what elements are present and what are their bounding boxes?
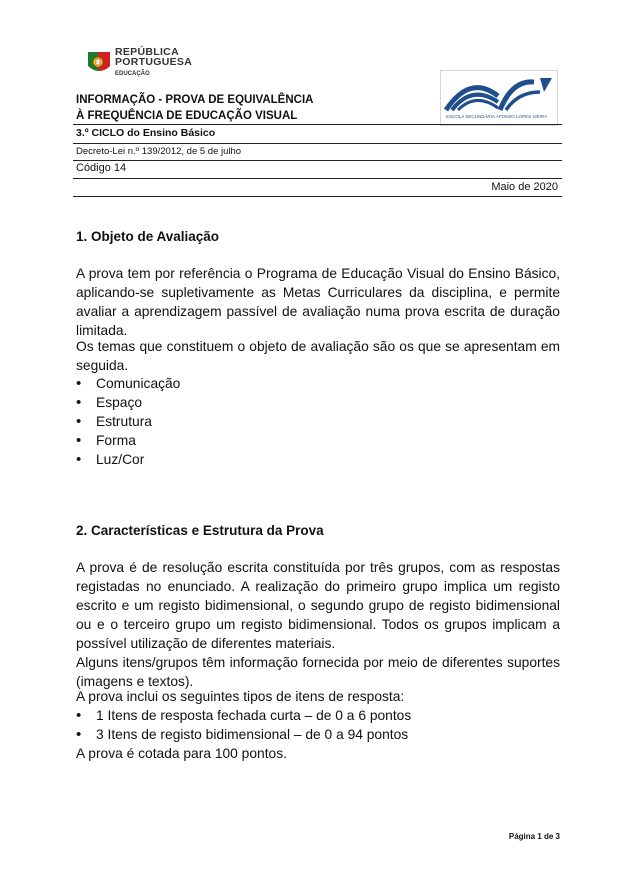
- section1-topic-list: [76, 374, 180, 469]
- school-logo: [440, 70, 558, 126]
- section2-paragraph3: A prova inclui os seguintes tipos de itens de resposta:: [76, 689, 405, 704]
- cycle-label: 3.º CICLO do Ensino Básico: [76, 127, 216, 139]
- section2-paragraph1: A prova é de resolução escrita constituída por três grupos, com as respostas registadas no enunciado. A realização do primeiro grupo implica um registo escrito e um registo bidimensional, o segundo grupo de registo bidimensional ou e o terceiro grupo um registo bidimensional. Todos os grupos implicam a possível utilização de diferentes materiais.: [76, 560, 560, 651]
- school-logo-text: ESCOLA SECUNDÁRIA AFONSO LOPES VIEIRA: [446, 114, 548, 119]
- rule-3: [73, 160, 562, 161]
- section1-heading: 1. Objeto de Avaliação: [76, 229, 220, 244]
- section2-paragraph4: A prova é cotada para 100 pontos.: [76, 746, 287, 761]
- rule-5: [73, 196, 562, 197]
- republic-subtitle: EDUCAÇÃO: [115, 71, 150, 77]
- republic-line1: REPÚBLICA: [115, 46, 179, 58]
- page-number: Página 1 de 3: [508, 832, 560, 841]
- republic-line2: PORTUGUESA: [115, 56, 193, 68]
- rule-2: [73, 143, 562, 144]
- list-item: • 1 Itens de resposta fechada curta – de 0 a 6 pontos: [76, 706, 411, 725]
- document-date: Maio de 2020: [491, 181, 558, 193]
- section2-item-types-list: [76, 706, 411, 744]
- section1-paragraph1: A prova tem por referência o Programa de Educação Visual do Ensino Básico, aplicando-se supletivamente as Metas Curriculares da disciplina, e permite avaliar a aprendizagem passível de avaliação numa prova escrita de duração limitada.: [76, 266, 560, 338]
- section2-heading: 2. Características e Estrutura da Prova: [76, 523, 324, 538]
- list-item: • Forma: [76, 431, 180, 450]
- section1-paragraph2: Os temas que constituem o objeto de avaliação são os que se apresentam em seguida.: [76, 339, 560, 373]
- list-item: • Estrutura: [76, 412, 180, 431]
- list-item: • 3 Itens de registo bidimensional – de 0 a 94 pontos: [76, 725, 411, 744]
- title-line2: À FREQUÊNCIA DE EDUCAÇÃO VISUAL: [76, 110, 298, 122]
- list-item: • Luz/Cor: [76, 450, 180, 469]
- list-item: • Espaço: [76, 393, 180, 412]
- document-title: [76, 92, 313, 124]
- title-line1: INFORMAÇÃO - PROVA DE EQUIVALÊNCIA: [76, 94, 314, 106]
- decree-label: Decreto-Lei n.º 139/2012, de 5 de julho: [76, 146, 242, 157]
- rule-1: [73, 124, 562, 125]
- code-label: Código 14: [76, 162, 127, 174]
- rule-4: [73, 178, 562, 179]
- section2-paragraph2: Alguns itens/grupos têm informação fornecida por meio de diferentes suportes (imagens e textos).: [76, 655, 560, 689]
- republic-name: [115, 47, 192, 67]
- flag-emblem-icon: [84, 48, 114, 78]
- list-item: • Comunicação: [76, 374, 180, 393]
